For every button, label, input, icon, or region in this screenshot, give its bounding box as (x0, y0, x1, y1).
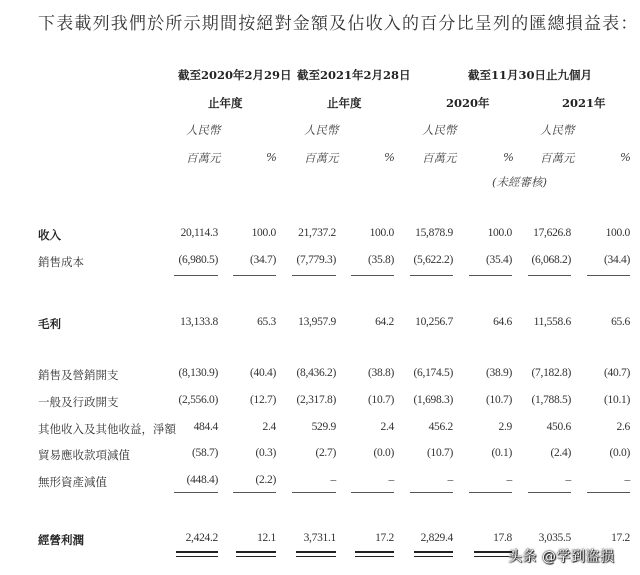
row-label-receivables-impairment: 貿易應收款項減值 (38, 448, 130, 462)
table-cell: (35.4) (486, 254, 512, 266)
header-unit-2: 百萬元 (304, 151, 339, 165)
header-pct-4: % (620, 150, 631, 164)
table-cell: 3,731.1 (303, 532, 336, 544)
table-cell: 21,737.2 (298, 227, 336, 239)
subtotal-rule (528, 492, 571, 493)
table-cell: 3,035.5 (538, 532, 571, 544)
header-period2-sub: 止年度 (327, 96, 362, 110)
table-cell: (6,068.2) (531, 254, 571, 266)
subtotal-rule (233, 275, 276, 276)
table-cell: (34.7) (250, 254, 276, 266)
table-cell: 65.6 (611, 316, 630, 328)
table-cell: 2.9 (498, 421, 512, 433)
table-cell: 100.0 (605, 227, 630, 239)
table-cell: (38.9) (486, 367, 512, 379)
table-cell: 484.4 (193, 421, 218, 433)
table-cell: (35.8) (368, 254, 394, 266)
table-cell: (5,622.2) (413, 254, 453, 266)
table-cell: (40.7) (604, 367, 630, 379)
table-cell: (38.8) (368, 367, 394, 379)
table-cell: (34.4) (604, 254, 630, 266)
row-label-selling-expenses: 銷售及營銷開支 (38, 368, 119, 382)
total-double-rule (414, 551, 453, 553)
table-cell: (2,556.0) (178, 394, 218, 406)
table-cell: (0.3) (255, 447, 276, 459)
header-currency-3: 人民幣 (422, 123, 457, 137)
table-cell: – (565, 474, 571, 486)
total-double-rule (236, 551, 276, 553)
subtotal-rule (469, 492, 512, 493)
table-cell: 100.0 (487, 227, 512, 239)
table-cell: (2,317.8) (296, 394, 336, 406)
subtotal-rule (292, 492, 336, 493)
header-pct-1: % (266, 150, 277, 164)
row-label-intangible-impairment: 無形資產減值 (38, 475, 107, 489)
subtotal-rule (233, 492, 276, 493)
table-cell: 10,256.7 (415, 316, 453, 328)
total-double-rule (176, 556, 218, 557)
table-cell: 2,424.2 (185, 532, 218, 544)
table-cell: 12.1 (257, 532, 276, 544)
table-cell: (8,436.2) (296, 367, 336, 379)
table-cell: (10.7) (486, 394, 512, 406)
table-cell: (10.7) (427, 447, 453, 459)
table-cell: – (447, 474, 453, 486)
table-cell: – (388, 474, 394, 486)
table-cell: (8,130.9) (178, 367, 218, 379)
table-cell: (1,698.3) (413, 394, 453, 406)
header-unit-3: 百萬元 (422, 151, 457, 165)
table-cell: 64.2 (375, 316, 394, 328)
table-cell: 17.2 (611, 532, 630, 544)
subtotal-rule (587, 275, 630, 276)
table-cell: (10.1) (604, 394, 630, 406)
table-cell: (40.4) (250, 367, 276, 379)
table-cell: 65.3 (257, 316, 276, 328)
header-currency-4: 人民幣 (540, 123, 575, 137)
header-unit-4: 百萬元 (540, 151, 575, 165)
table-cell: 100.0 (251, 227, 276, 239)
watermark: 头条 @学到盗损 (508, 549, 615, 565)
row-label-other-income: 其他收入及其他收益，淨額 (38, 422, 176, 436)
header-pct-2: % (384, 150, 395, 164)
header-period1-sub: 止年度 (208, 96, 243, 110)
subtotal-rule (410, 492, 453, 493)
header-pct-3: % (503, 150, 514, 164)
total-double-rule (414, 556, 453, 557)
total-double-rule (474, 556, 512, 557)
table-cell: 2.4 (380, 421, 394, 433)
header-unit-1: 百萬元 (186, 151, 221, 165)
table-cell: 15,878.9 (415, 227, 453, 239)
subtotal-rule (292, 275, 336, 276)
table-cell: (6,174.5) (413, 367, 453, 379)
table-cell: (0.0) (373, 447, 394, 459)
table-cell: 17.2 (375, 532, 394, 544)
table-cell: (1,788.5) (531, 394, 571, 406)
table-cell: (0.1) (491, 447, 512, 459)
subtotal-rule (174, 275, 218, 276)
table-cell: 529.9 (311, 421, 336, 433)
total-double-rule (355, 556, 394, 557)
header-currency-1: 人民幣 (186, 123, 221, 137)
row-label-revenue: 收入 (38, 228, 61, 242)
table-cell: 17.8 (493, 532, 512, 544)
header-unaudited: (未經審核) (492, 175, 547, 189)
table-cell: 2,829.4 (420, 532, 453, 544)
header-period1-title: 截至2020年2月29日 (178, 68, 292, 82)
table-cell: – (624, 474, 630, 486)
subtotal-rule (528, 275, 571, 276)
table-cell: (2.4) (550, 447, 571, 459)
table-cell: (7,182.8) (531, 367, 571, 379)
table-cell: (2.2) (255, 474, 276, 486)
total-double-rule (236, 556, 276, 557)
table-cell: 456.2 (428, 421, 453, 433)
header-year-2020: 2020年 (446, 96, 490, 110)
subtotal-rule (469, 275, 512, 276)
row-label-admin-expenses: 一般及行政開支 (38, 395, 119, 409)
header-nine-months-title: 截至11月30日止九個月 (468, 68, 593, 82)
intro-text: 下表載列我們於所示期間按絕對金額及佔收入的百分比呈列的匯總損益表： (38, 14, 639, 34)
subtotal-rule (410, 275, 453, 276)
total-double-rule (296, 556, 336, 557)
subtotal-rule (351, 275, 394, 276)
table-cell: (448.4) (186, 474, 218, 486)
table-cell: 64.6 (493, 316, 512, 328)
table-cell: (2.7) (315, 447, 336, 459)
table-cell: – (506, 474, 512, 486)
table-cell: 13,133.8 (180, 316, 218, 328)
total-double-rule (296, 551, 336, 553)
table-cell: 100.0 (369, 227, 394, 239)
subtotal-rule (587, 492, 630, 493)
table-cell: – (330, 474, 336, 486)
table-cell: 2.4 (262, 421, 276, 433)
table-cell: (0.0) (609, 447, 630, 459)
header-year-2021: 2021年 (562, 96, 606, 110)
table-cell: (58.7) (192, 447, 218, 459)
subtotal-rule (174, 492, 218, 493)
row-label-gross-profit: 毛利 (38, 317, 61, 331)
table-cell: 13,957.9 (298, 316, 336, 328)
table-cell: (10.7) (368, 394, 394, 406)
table-cell: 17,626.8 (533, 227, 571, 239)
table-cell: 2.6 (616, 421, 630, 433)
table-cell: 20,114.3 (180, 227, 218, 239)
table-cell: (7,779.3) (296, 254, 336, 266)
table-cell: (6,980.5) (178, 254, 218, 266)
table-cell: 450.6 (546, 421, 571, 433)
table-cell: 11,558.6 (533, 316, 571, 328)
table-cell: (12.7) (250, 394, 276, 406)
row-label-cost-of-sales: 銷售成本 (38, 255, 84, 269)
header-currency-2: 人民幣 (304, 123, 339, 137)
subtotal-rule (351, 492, 394, 493)
total-double-rule (176, 551, 218, 553)
total-double-rule (474, 551, 512, 553)
total-double-rule (355, 551, 394, 553)
row-label-operating-profit: 經營利潤 (38, 533, 84, 547)
header-period2-title: 截至2021年2月28日 (297, 68, 411, 82)
